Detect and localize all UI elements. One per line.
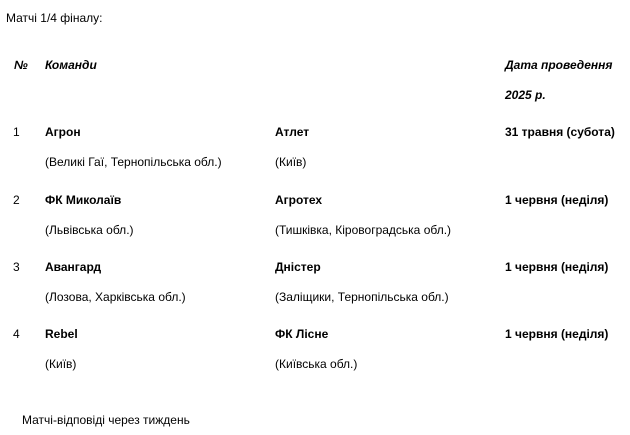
match-number: 2 bbox=[13, 193, 20, 207]
match-number: 4 bbox=[13, 327, 20, 341]
home-location: (Львівська обл.) bbox=[45, 223, 134, 237]
home-team: Авангард bbox=[45, 260, 102, 274]
header-date-line2: 2025 р. bbox=[505, 88, 546, 102]
header-date-line1: Дата проведення bbox=[505, 58, 613, 72]
away-location: (Тишківка, Кіровоградська обл.) bbox=[275, 223, 452, 237]
away-location: (Київ) bbox=[275, 155, 307, 169]
header-teams: Команди bbox=[45, 58, 97, 72]
footer-note: Матчі-відповіді через тиждень bbox=[22, 413, 190, 427]
away-team: Агротех bbox=[275, 193, 323, 207]
away-team: Дністер bbox=[275, 260, 321, 274]
match-date: 1 червня (неділя) bbox=[505, 193, 609, 207]
away-team: Атлет bbox=[275, 125, 310, 139]
home-team: Rebel bbox=[45, 327, 78, 341]
intro-text: Матчі 1/4 фіналу: bbox=[6, 11, 103, 25]
home-location: (Лозова, Харківська обл.) bbox=[45, 290, 186, 304]
match-number: 1 bbox=[13, 125, 20, 139]
home-team: ФК Миколаїв bbox=[45, 193, 122, 207]
away-location: (Київська обл.) bbox=[275, 357, 358, 371]
away-location: (Заліщики, Тернопільська обл.) bbox=[275, 290, 449, 304]
match-number: 3 bbox=[13, 260, 20, 274]
away-team: ФК Лісне bbox=[275, 327, 329, 341]
home-location: (Великі Гаї, Тернопільська обл.) bbox=[45, 155, 222, 169]
home-team: Агрон bbox=[45, 125, 81, 139]
match-date: 31 травня (субота) bbox=[505, 125, 615, 139]
header-number: № bbox=[14, 58, 28, 72]
home-location: (Київ) bbox=[45, 357, 77, 371]
match-date: 1 червня (неділя) bbox=[505, 260, 609, 274]
match-date: 1 червня (неділя) bbox=[505, 327, 609, 341]
